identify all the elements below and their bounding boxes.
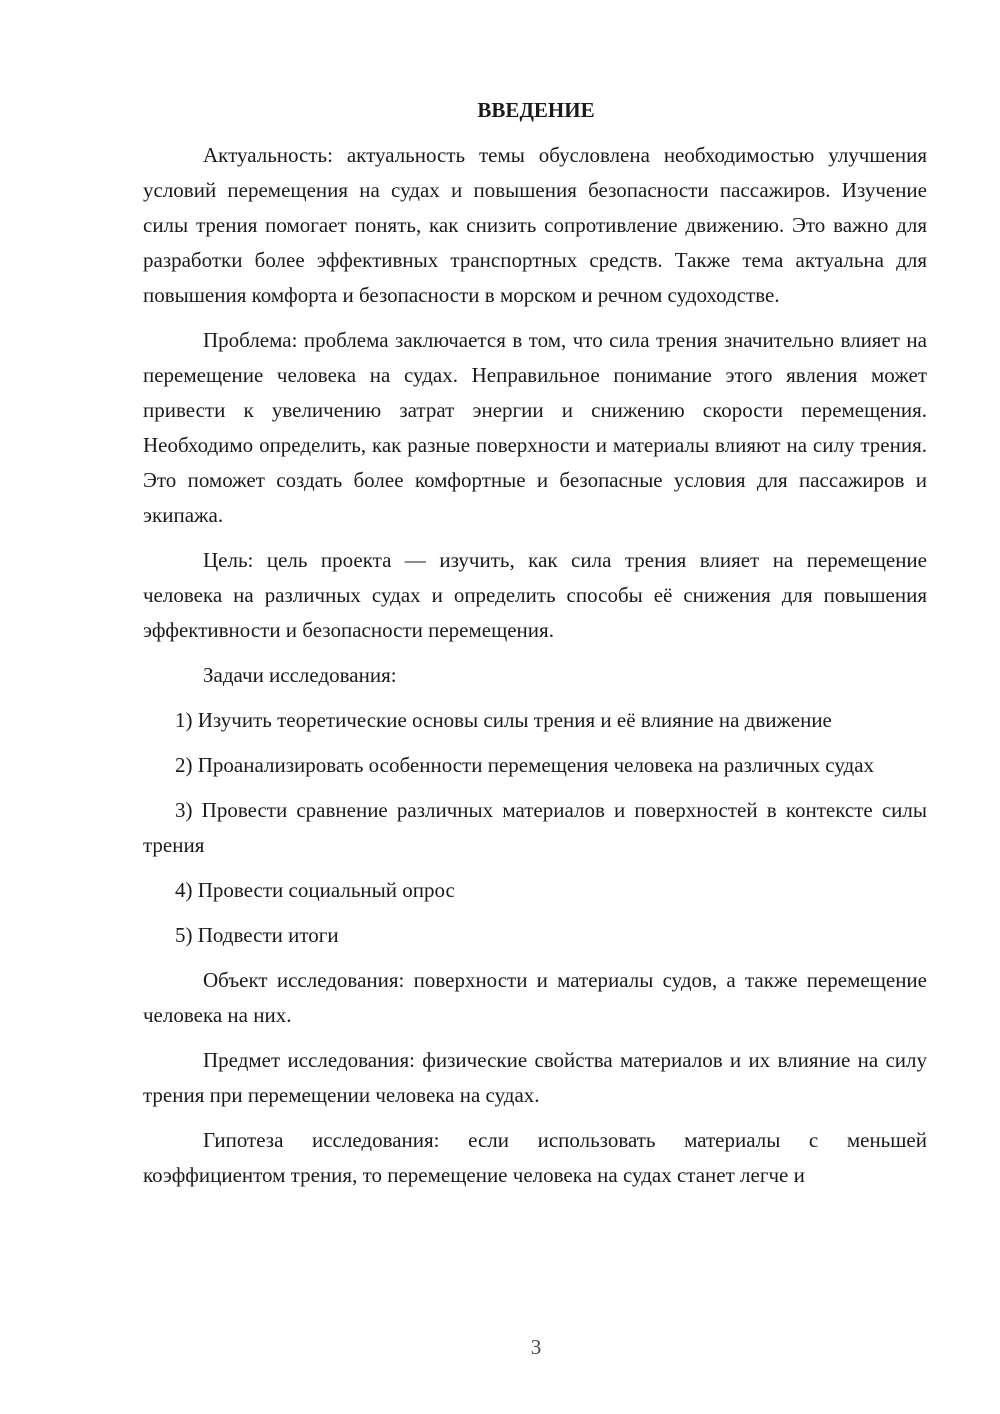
paragraph-problem: Проблема: проблема заключается в том, что сила трения значительно влияет на перемещение человека на судах. Неправильное понимание этого явления может привести к увеличению затрат энергии и снижению скорости перемещения. Необходимо определить, как разные поверхности и материалы влияют на силу трения. Это поможет создать более комфортные и безопасные условия для пассажиров и экипажа.	[143, 328, 927, 527]
task-item-5: 5) Подвести итоги	[175, 923, 339, 947]
task-item-1: 1) Изучить теоретические основы силы трения и её влияние на движение	[175, 708, 832, 732]
tasks-heading: Задачи исследования:	[203, 663, 397, 687]
paragraph-subject: Предмет исследования: физические свойства материалов и их влияние на силу трения при перемещении человека на судах.	[143, 1048, 927, 1107]
paragraph-relevance: Актуальность: актуальность темы обусловлена необходимостью улучшения условий перемещения на судах и повышения безопасности пассажиров. Изучение силы трения помогает понять, как снизить сопротивление движению. Это важно для разработки более эффективных транспортных средств. Также тема актуальна для повышения комфорта и безопасности в морском и речном судоходстве.	[143, 143, 927, 307]
paragraph-hypothesis: Гипотеза исследования: если использовать материалы с меньшей коэффициентом трения, то перемещение человека на судах станет легче и	[143, 1128, 927, 1187]
task-item-2: 2) Проанализировать особенности перемещения человека на различных судах	[175, 753, 875, 777]
task-item-3: 3) Провести сравнение различных материалов и поверхностей в контексте силы трения	[143, 798, 927, 857]
paragraph-object: Объект исследования: поверхности и материалы судов, а также перемещение человека на них.	[143, 968, 927, 1027]
page-title: ВВЕДЕНИЕ	[477, 98, 595, 122]
paragraph-goal: Цель: цель проекта — изучить, как сила трения влияет на перемещение человека на различных судах и определить способы её снижения для повышения эффективности и безопасности перемещения.	[143, 548, 927, 642]
page-content	[143, 93, 927, 1203]
task-item-4: 4) Провести социальный опрос	[175, 878, 455, 902]
page-number: 3	[530, 1335, 542, 1359]
